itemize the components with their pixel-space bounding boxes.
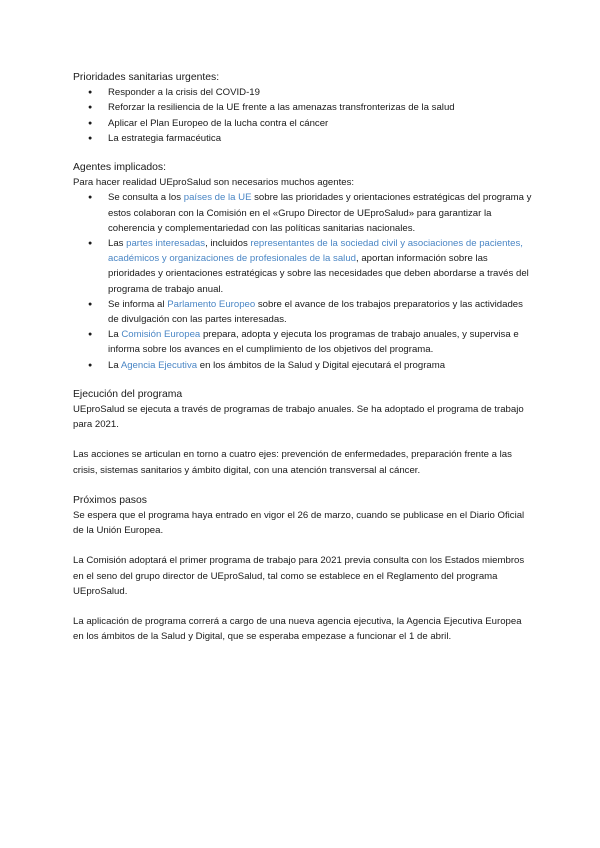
- list-item: [73, 297, 533, 327]
- item-text: en los ámbitos de la Salud y Digital ejecutará el programa: [197, 359, 446, 371]
- civil-society-link[interactable]: representantes de la sociedad civil y asociaciones de pacientes, académicos y organizaciones de profesionales de la salud: [108, 238, 523, 265]
- item-text: Se consulta a los: [108, 192, 184, 204]
- item-text: , incluidos: [205, 238, 251, 250]
- list-item: [73, 327, 533, 357]
- item-text: La: [108, 329, 122, 341]
- execution-paragraph-1: UEproSalud se ejecuta a través de programas de trabajo anuales. Se ha adoptado el programa de trabajo para 2021.: [73, 404, 524, 431]
- item-text: sobre el avance de los trabajos preparatorios y las actividades de divulgación con las partes interesadas.: [108, 298, 523, 326]
- agents-intro: Para hacer realidad UEproSalud son necesarios muchos agentes:: [73, 177, 355, 189]
- document-page: [73, 70, 533, 645]
- item-text: La: [108, 359, 121, 371]
- list-item: ● Aplicar el Plan Europeo de la lucha contra el cáncer: [73, 116, 533, 131]
- stakeholders-link[interactable]: partes interesadas: [126, 238, 206, 250]
- next-steps-heading: Próximos pasos: [73, 494, 147, 506]
- item-text: sobre las prioridades y orientaciones estratégicas del programa y estos colaboran con la Comisión en el «Grupo Director de UEproSalud» para garantizar la coherencia y complementariedad con las políticas sanitarias nacionales.: [108, 192, 532, 234]
- european-parliament-link[interactable]: Parlamento Europeo: [167, 298, 256, 310]
- list-item: ● Responder a la crisis del COVID-19: [73, 85, 533, 100]
- agents-heading: Agentes implicados:: [73, 162, 166, 174]
- execution-paragraph-2: Las acciones se articulan en torno a cuatro ejes: prevención de enfermedades, preparación frente a las crisis, sistemas sanitarios y ámbito digital, con una atención transversal al cáncer.: [73, 449, 512, 476]
- execution-heading: Ejecución del programa: [73, 388, 183, 400]
- list-item: [73, 358, 533, 373]
- next-steps-paragraph-2: La Comisión adoptará el primer programa de trabajo para 2021 previa consulta con los Estados miembros en el seno del grupo director de UEproSalud, tal como se establece en el Reglamento del programa UEproSalud.: [73, 555, 525, 597]
- list-item: ● La estrategia farmacéutica: [73, 131, 533, 146]
- item-text: Se informa al: [108, 298, 168, 310]
- list-item: [73, 236, 533, 297]
- eu-countries-link[interactable]: países de la UE: [183, 192, 252, 204]
- european-commission-link[interactable]: Comisión Europea: [121, 329, 201, 341]
- list-item: ● Reforzar la resiliencia de la UE frente a las amenazas transfronterizas de la salud: [73, 100, 533, 115]
- priorities-heading: Prioridades sanitarias urgentes:: [73, 72, 220, 83]
- executive-agency-link[interactable]: Agencia Ejecutiva: [120, 359, 198, 371]
- item-text: Las: [108, 238, 127, 250]
- list-item: [73, 190, 533, 236]
- next-steps-paragraph-1: Se espera que el programa haya entrado en vigor el 26 de marzo, cuando se publicase en el Diario Oficial de la Unión Europea.: [73, 510, 525, 537]
- next-steps-paragraph-3: La aplicación de programa correrá a cargo de una nueva agencia ejecutiva, la Agencia Ejecutiva Europea en los ámbitos de la Salud y Digital, que se esperaba empezase a funcionar el 1 de abril.: [73, 616, 522, 643]
- priorities-list: [73, 85, 533, 146]
- agents-list: [73, 190, 533, 372]
- item-text: prepara, adopta y ejecuta los programas de trabajo anuales, y supervisa e informa sobre los avances en el cumplimiento de los objetivos del programa.: [108, 329, 519, 356]
- item-text: , aportan información sobre las prioridades y orientaciones estratégicas y sobre las necesidades que deben abordarse a través del programa de trabajo anual.: [108, 253, 529, 295]
